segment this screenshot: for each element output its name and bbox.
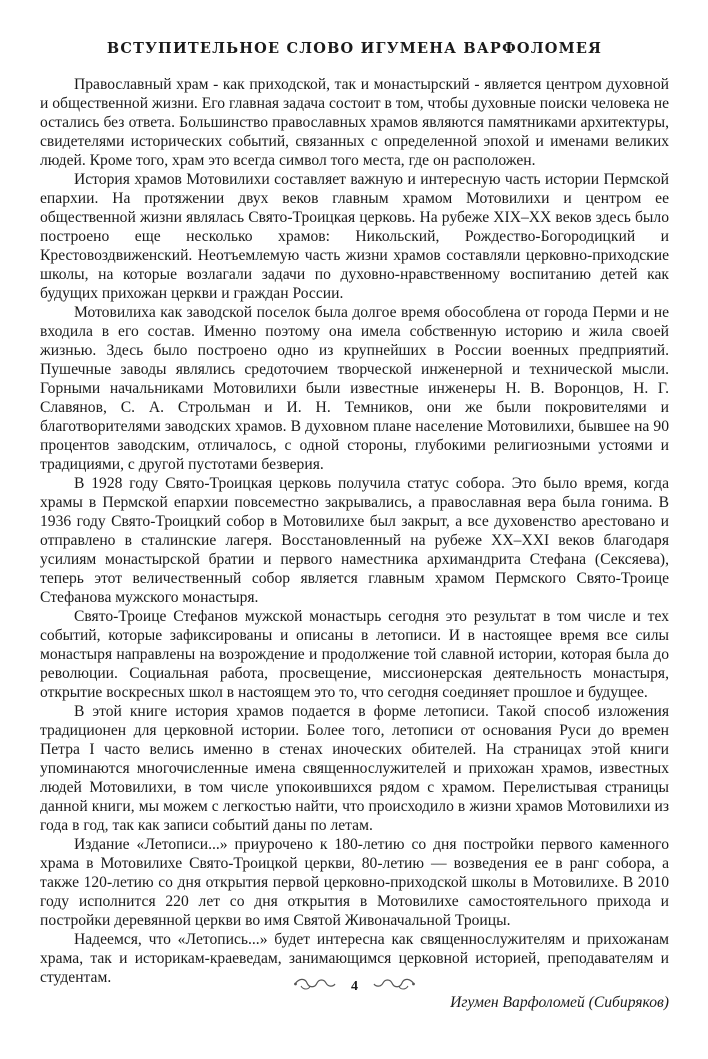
paragraph: Надеемся, что «Летопись...» будет интересна как священнослужителям и прихожанам храма, так и историкам-краеведам, занимающимся церковной историей, преподавателям и студентам. [40,931,669,986]
flourish-right-icon [372,976,416,997]
paragraph: Мотовилиха как заводской поселок была долгое время обособлена от города Перми и не входила в его состав. Именно поэтому она имела собственную историю и жила своей жизнью. Здесь было построено одно из крупнейших в России военных предприятий. Пушечные заводы являлись средоточием творческой инженерной и технической мысли. Горными начальниками Мотовилихи были известные инженеры Н. В. Воронцов, Н. Г. Славянов, С. А. Строльман и И. Н. Темников, они же были покровителями и благотворителями заводских храмов. В духовном плане население Мотовилихи, бывшее на 90 процентов заводским, отличалось, с одной стороны, глубокими религиозными устоями и традициями, с другой пустотами безверия. [40,304,669,473]
paragraph: В этой книге история храмов подается в форме летописи. Такой способ изложения традиционен для церковной истории. Более того, летописи от основания Руси до времен Петра I часто велись именно в стенах иноческих обителей. На страницах этой книги упоминаются многочисленные имена священнослужителей и прихожан храмов, известных людей Мотовилихи, в том числе упокоившихся рядом с храмом. Перелистывая страницы данной книги, мы можем с легкостью найти, что происходило в жизни храмов Мотовилихи из года в год, так как записи событий даны по летам. [40,703,669,834]
page-number: 4 [351,978,358,994]
page-footer [40,976,669,997]
paragraph: История храмов Мотовилихи составляет важную и интересную часть истории Пермской епархии. На протяжении двух веков главным храмом Мотовилихи и центром ее общественной жизни являлась Свято-Троицкая церковь. На рубеже XIX–XX веков здесь было построено еще несколько храмов: Никольский, Рождество-Богородицкий и Крестовоздвиженский. Неотъемлемую часть жизни храмов составляли церковно-приходские школы, на которые возлагали задачи по духовно-нравственному воспитанию детей как будущих прихожан церкви и граждан России. [40,171,669,302]
paragraph: Православный храм - как приходской, так и монастырский - является центром духовной и общественной жизни. Его главная задача состоит в том, чтобы духовные поиски человека не остались без ответа. Большинство православных храмов являются памятниками архитектуры, свидетелями исторических событий, связанных с определенной эпохой и именами великих людей. Кроме того, храм это всегда символ того места, где он расположен. [40,76,669,169]
page-title: ВСТУПИТЕЛЬНОЕ СЛОВО ИГУМЕНА ВАРФОЛОМЕЯ [106,40,603,57]
signature: Игумен Варфоломей (Сибиряков) [450,994,669,1011]
paragraph: В 1928 году Свято-Троицкая церковь получила статус собора. Это было время, когда храмы в Пермской епархии повсеместно закрывались, а православная вера была гонима. В 1936 году Свято-Троицкий собор в Мотовилихе был закрыт, а все духовенство арестовано и отправлено в сталинские лагеря. Восстановленный на рубеже XX–XXI веков благодаря усилиям монастырской братии и первого наместника архимандрита Стефана (Сексяева), теперь этот величественный собор является главным храмом Пермского Свято-Троице Стефанова мужского монастыря. [40,475,669,606]
paragraph: Свято-Троице Стефанов мужской монастырь сегодня это результат в том числе и тех событий, которые зафиксированы и описаны в летописи. И в настоящее время все силы монастыря направлены на возрождение и продолжение той славной истории, которая была до революции. Социальная работа, просвещение, миссионерская деятельность монастыря, открытие воскресных школ в настоящем это то, что сегодня соединяет прошлое и будущее. [40,608,669,701]
document-page [40,32,669,1042]
body-text [40,75,669,987]
paragraph: Издание «Летописи...» приурочено к 180-летию со дня постройки первого каменного храма в Мотовилихе Свято-Троицкой церкви, 80-летию — возведения ее в ранг собора, а также 120-летию со дня открытия первой церковно-приходской школы в Мотовилихе. В 2010 году исполнится 220 лет со дня открытия в Мотовилихе самостоятельного прихода и постройки деревянной церкви во имя Святой Живоначальной Троицы. [40,836,669,929]
flourish-left-icon [293,976,337,997]
